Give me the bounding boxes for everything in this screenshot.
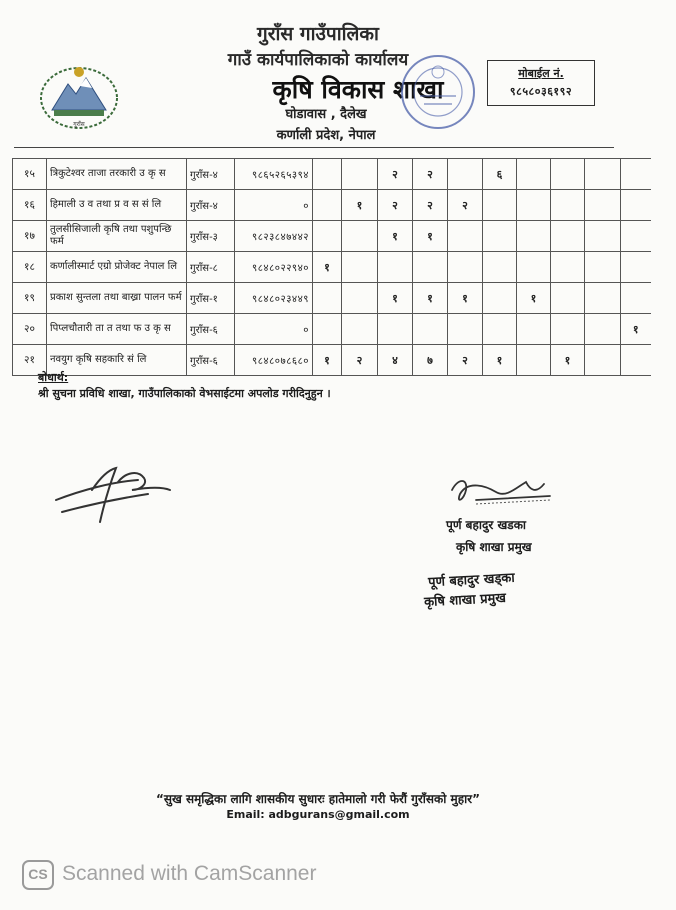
count-cell [551, 190, 585, 221]
serial-number-cell: २१ [13, 345, 47, 376]
phone-cell: ९८२३८४७४४२ [235, 221, 313, 252]
count-cell [551, 159, 585, 190]
count-cell [585, 314, 621, 345]
count-cell: २ [448, 190, 483, 221]
count-cell: १ [517, 283, 551, 314]
watermark-text: Scanned with CamScanner [62, 862, 317, 885]
serial-number-cell: १९ [13, 283, 47, 314]
count-cell [342, 252, 378, 283]
count-cell [313, 221, 342, 252]
group-name-cell: त्रिकुटेश्वर ताजा तरकारी उ कृ स [47, 159, 187, 190]
table-row [13, 345, 651, 376]
count-cell [342, 221, 378, 252]
footer-motto: “सुख समृद्धिका लागि शासकीय सुधारः हातेमालो गरी फेरौं गुराँसको मुहार” [156, 792, 480, 806]
group-name-cell: प्रकाश सुन्तला तथा बाख्रा पालन फर्म [47, 283, 187, 314]
count-cell [483, 221, 517, 252]
serial-number-cell: १६ [13, 190, 47, 221]
ward-cell: गुराँस-४ [187, 190, 235, 221]
serial-number-cell: १८ [13, 252, 47, 283]
ward-cell: गुराँस-८ [187, 252, 235, 283]
count-cell [313, 314, 342, 345]
phone-cell: ९८४८०७८६८० [235, 345, 313, 376]
signatory-name: पूर्ण बहादुर खडका [446, 518, 527, 532]
count-cell [585, 221, 621, 252]
stamp-name: पूर्ण बहादुर खड्का [427, 570, 516, 591]
count-cell [517, 159, 551, 190]
group-name-cell: पिप्लचौतारी ता त तथा फ उ कृ स [47, 314, 187, 345]
table-row [13, 283, 651, 314]
count-cell [551, 283, 585, 314]
farmer-groups-table [12, 158, 651, 376]
group-name-cell: तुलसीसिजाली कृषि तथा पशुपन्छि फर्म [47, 221, 187, 252]
count-cell [585, 190, 621, 221]
count-cell: २ [413, 159, 448, 190]
table-row [13, 159, 651, 190]
phone-cell: ९८४८०२३४४९ [235, 283, 313, 314]
count-cell: १ [621, 314, 651, 345]
municipality-name: गुराँस गाउँपालिका [257, 23, 379, 45]
phone-cell: ९८६५२६५३९४ [235, 159, 313, 190]
header-divider [14, 147, 614, 148]
count-cell [448, 252, 483, 283]
count-cell: १ [378, 221, 413, 252]
count-cell [448, 159, 483, 190]
serial-number-cell: १५ [13, 159, 47, 190]
count-cell [342, 283, 378, 314]
ward-cell: गुराँस-४ [187, 159, 235, 190]
phone-cell: ० [235, 190, 313, 221]
count-cell [585, 159, 621, 190]
count-cell [585, 252, 621, 283]
serial-number-cell: १७ [13, 221, 47, 252]
address-line: घोडावास , दैलेख [285, 107, 367, 122]
count-cell [621, 283, 651, 314]
count-cell: १ [313, 252, 342, 283]
count-cell [517, 345, 551, 376]
count-cell [413, 252, 448, 283]
group-name-cell: नवयुग कृषि सहकारि सं लि [47, 345, 187, 376]
province-line: कर्णाली प्रदेश, नेपाल [276, 128, 376, 143]
count-cell [621, 190, 651, 221]
ward-cell: गुराँस-६ [187, 345, 235, 376]
count-cell: १ [551, 345, 585, 376]
count-cell [378, 314, 413, 345]
count-cell: २ [342, 345, 378, 376]
phone-cell: ९८४८०२२९४० [235, 252, 313, 283]
count-cell [342, 159, 378, 190]
count-cell: २ [378, 159, 413, 190]
count-cell [585, 283, 621, 314]
svg-text:गुराँस: गुराँस [73, 121, 85, 128]
phone-cell: ० [235, 314, 313, 345]
count-cell [517, 252, 551, 283]
count-cell: १ [483, 345, 517, 376]
mobile-number: ९८५८०३६१९२ [509, 85, 573, 98]
stamp-title: कृषि शाखा प्रमुख [423, 590, 507, 611]
ward-cell: गुराँस-३ [187, 221, 235, 252]
count-cell: २ [413, 190, 448, 221]
signatory-title: कृषि शाखा प्रमुख [456, 540, 532, 554]
count-cell [313, 159, 342, 190]
ward-cell: गुराँस-१ [187, 283, 235, 314]
count-cell: १ [313, 345, 342, 376]
left-signature [52, 460, 176, 528]
mobile-label: मोबाईल नं. [518, 67, 564, 80]
count-cell: २ [448, 345, 483, 376]
count-cell: १ [413, 283, 448, 314]
group-name-cell: कर्णालीस्मार्ट एग्रो प्रोजेक्ट नेपाल लि [47, 252, 187, 283]
count-cell: १ [378, 283, 413, 314]
count-cell [517, 190, 551, 221]
count-cell: १ [413, 221, 448, 252]
count-cell [551, 252, 585, 283]
office-name: गाउँ कार्यपालिकाको कार्यालय [227, 50, 409, 70]
count-cell [378, 252, 413, 283]
camscanner-logo-icon: CS [22, 860, 54, 890]
mobile-box [487, 60, 595, 106]
serial-number-cell: २० [13, 314, 47, 345]
count-cell: २ [378, 190, 413, 221]
count-cell: ७ [413, 345, 448, 376]
count-cell: ६ [483, 159, 517, 190]
count-cell [585, 345, 621, 376]
count-cell [621, 345, 651, 376]
count-cell [621, 221, 651, 252]
footer-email: Email: adbgurans@gmail.com [226, 808, 410, 821]
ward-cell: गुराँस-६ [187, 314, 235, 345]
count-cell [551, 314, 585, 345]
count-cell [483, 283, 517, 314]
count-cell [621, 159, 651, 190]
count-cell [483, 252, 517, 283]
count-cell [517, 314, 551, 345]
right-signature [446, 470, 556, 516]
notice-label: बोधार्थ: [38, 371, 69, 384]
office-stamp-icon [398, 52, 478, 132]
count-cell [413, 314, 448, 345]
count-cell [448, 314, 483, 345]
count-cell [551, 221, 585, 252]
count-cell [517, 221, 551, 252]
table-row [13, 190, 651, 221]
count-cell [483, 190, 517, 221]
count-cell: १ [448, 283, 483, 314]
table-row [13, 314, 651, 345]
table-row [13, 252, 651, 283]
count-cell [483, 314, 517, 345]
count-cell [448, 221, 483, 252]
table-row [13, 221, 651, 252]
count-cell [621, 252, 651, 283]
count-cell: १ [342, 190, 378, 221]
count-cell: ४ [378, 345, 413, 376]
count-cell [313, 283, 342, 314]
count-cell [342, 314, 378, 345]
group-name-cell: हिमाली उ व तथा प्र व स सं लि [47, 190, 187, 221]
notice-text: श्री सुचना प्रविधि शाखा, गाउँपालिकाको वेभसाईटमा अपलोड गरीदिनुहुन । [38, 387, 331, 400]
count-cell [313, 190, 342, 221]
section-name: कृषि विकास शाखा [272, 75, 444, 104]
